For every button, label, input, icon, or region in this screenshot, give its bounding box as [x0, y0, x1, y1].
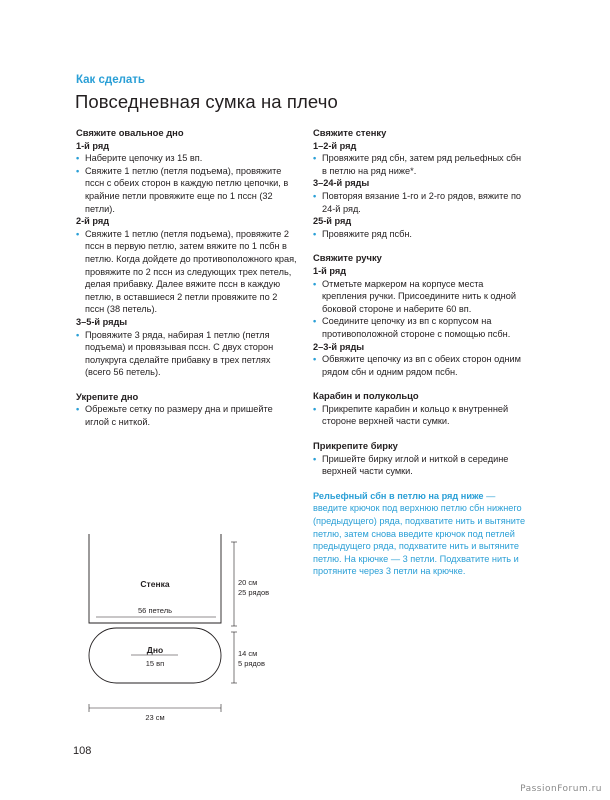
- section-heading: Свяжите ручку: [313, 252, 382, 264]
- instruction-list: [313, 353, 527, 378]
- right-column: [313, 127, 527, 578]
- technique-note-title: Рельефный сбн в петлю на ряд ниже: [313, 490, 484, 501]
- base-outline: [89, 628, 221, 683]
- instruction-list: [313, 403, 527, 428]
- row-heading: 1-й ряд: [76, 140, 110, 151]
- section-heading: Свяжите овальное дно: [76, 127, 184, 138]
- section-heading: Укрепите дно: [76, 390, 139, 402]
- row-heading: 25-й ряд: [313, 216, 352, 227]
- instruction-list: [76, 329, 298, 379]
- row-heading: 3–5-й ряды: [76, 316, 128, 327]
- instruction-item: • Пришейте бирку иглой и ниткой в середине верхней части сумки.: [313, 453, 527, 478]
- watermark: PassionForum.ru: [520, 784, 602, 794]
- width-label: 23 см: [145, 713, 165, 722]
- left-column: [76, 127, 298, 429]
- instruction-item: • Обрежьте сетку по размеру дна и пришейте иглой с ниткой.: [76, 403, 298, 428]
- instruction-list: [313, 453, 527, 478]
- row-heading: 2-й ряд: [76, 216, 110, 227]
- instruction-item: • Свяжите 1 петлю (петля подъема), провяжите пссн с обеих сторон в каждую петлю цепочки, в крайние петли провяжите еще по 1 пссн (32 петли).: [76, 165, 298, 215]
- wall-label: Стенка: [140, 579, 170, 589]
- instruction-list: [313, 228, 527, 241]
- base-stitches-label: 15 вп: [145, 659, 165, 668]
- page-title: Повседневная сумка на плечо: [75, 91, 338, 112]
- instruction-item: • Отметьте маркером на корпусе места крепления ручки. Присоедините нить к одной боковой стороне и наберите 60 вп.: [313, 278, 527, 316]
- instruction-item: • Прикрепите карабин и кольцо к внутренней стороне верхней части сумки.: [313, 403, 527, 428]
- instruction-item: • Обвяжите цепочку из вп с обеих сторон одним рядом сбн и одним рядом псбн.: [313, 353, 527, 378]
- instruction-item: • Наберите цепочку из 15 вп.: [76, 152, 298, 165]
- instruction-item: • Повторяя вязание 1-го и 2-го рядов, вяжите по 24-й ряд.: [313, 190, 527, 215]
- section-heading: Карабин и полукольцо: [313, 390, 419, 402]
- technique-note-body: — введите крючок под верхнюю петлю сбн нижнего (предыдущего) ряда, подхватите нить и вытяните петлю, затем снова введите крючок под петлей предыдущего ряда, подхватите нить и вытяните петлю. На крючке — 3 петли. Подхватите нить и протяните через 3 петли на крючке.: [313, 490, 526, 577]
- wall-rows-label: 25 рядов: [238, 588, 270, 597]
- instruction-list: [313, 278, 527, 341]
- row-heading: 3–24-й ряды: [313, 178, 370, 189]
- technique-note: [313, 490, 527, 578]
- instruction-item: • Провяжите 3 ряда, набирая 1 петлю (петля подъема) и провязывая пссн. С двух сторон полукруга сделайте прибавку в трех петлях (всего 56 петель).: [76, 329, 298, 379]
- row-heading: 2–3-й ряды: [313, 341, 365, 352]
- instruction-list: [76, 152, 298, 215]
- wall-stitches-label: 56 петель: [138, 606, 172, 615]
- bag-schematic: [74, 528, 284, 728]
- instruction-list: [313, 190, 527, 215]
- base-rows-label: 5 рядов: [238, 659, 265, 668]
- instruction-list: [76, 403, 298, 428]
- wall-height-label: 20 см: [238, 578, 258, 587]
- section-heading: Свяжите стенку: [313, 127, 387, 138]
- instruction-item: • Провяжите ряд псбн.: [313, 228, 527, 241]
- section-kicker: Как сделать: [76, 74, 145, 86]
- instruction-list: [76, 228, 298, 316]
- row-heading: 1-й ряд: [313, 265, 347, 276]
- section-heading: Прикрепите бирку: [313, 440, 398, 452]
- instruction-item: • Провяжите ряд сбн, затем ряд рельефных сбн в петлю на ряд ниже*.: [313, 152, 527, 177]
- page-number: 108: [73, 745, 92, 757]
- instruction-item: • Соедините цепочку из вп с корпусом на противоположной стороне с помощью псбн.: [313, 315, 527, 340]
- row-heading: 1–2-й ряд: [313, 140, 357, 151]
- base-label: Дно: [146, 645, 164, 655]
- base-height-label: 14 см: [238, 649, 258, 658]
- instruction-item: • Свяжите 1 петлю (петля подъема), провяжите 2 пссн в первую петлю, затем вяжите по 1 псбн в петлю. Когда дойдете до противоположного края, провяжите по 2 пссн из следующих трех петель, делая прибавку. Далее вяжите пссн в каждую петлю, в оставшиеся 2 петли провяжите по 2 пссн (38 петель).: [76, 228, 298, 316]
- instruction-list: [313, 152, 527, 177]
